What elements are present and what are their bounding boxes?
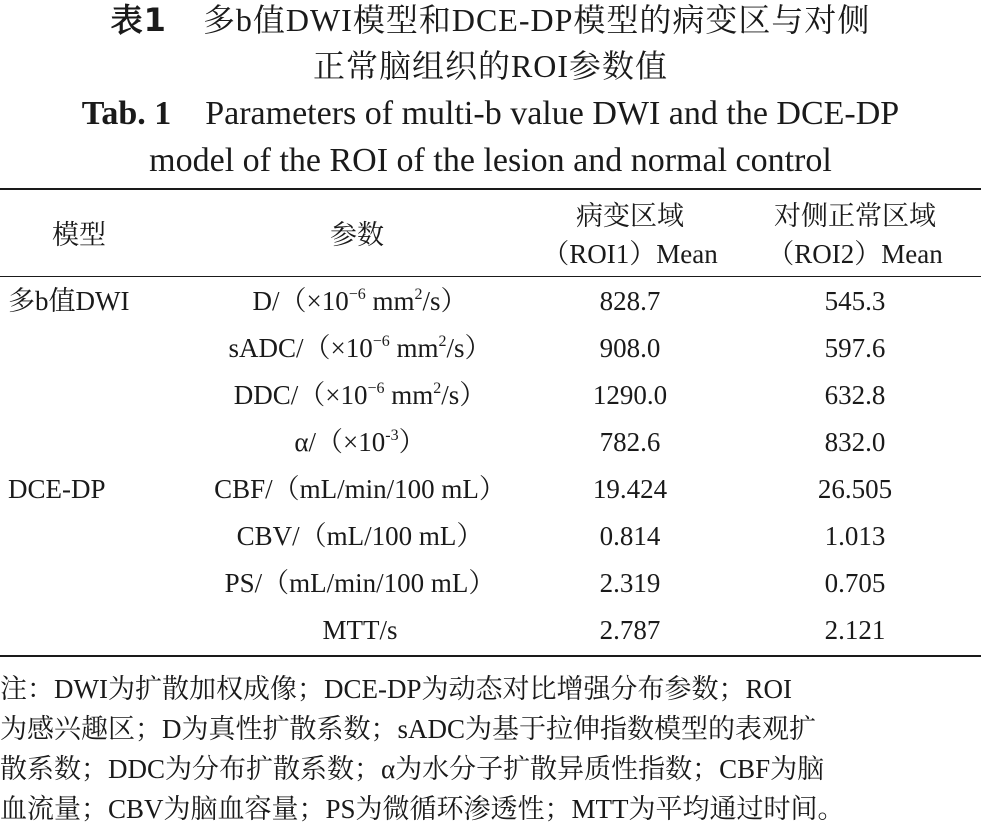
param-param: PS/（mL/min/100 mL） (224, 568, 496, 598)
param-tail: /s） (422, 286, 468, 316)
row-model: 多b值DWI (8, 286, 130, 316)
header-normal-line2: （ROI2）Mean (767, 239, 943, 269)
param-param: CBF/（mL/min/100 mL） (214, 474, 506, 504)
caption-en-line1 (0, 93, 981, 135)
row-lesion-value: 19.424 (592, 474, 668, 504)
row-param (200, 613, 520, 647)
note-line-2: 为感兴趣区；D为真性扩散系数；sADC为基于拉伸指数模型的表观扩 (0, 714, 817, 744)
param-tail: /s） (446, 333, 492, 363)
table-label-zh: 表1 (110, 1, 167, 39)
param-sup2: 2 (438, 333, 447, 350)
row-param (200, 284, 520, 318)
param-mid: mm (389, 333, 439, 363)
table-top-rule (0, 188, 981, 190)
table-label-en: Tab. 1 (81, 95, 172, 132)
caption-zh-text-1: 多b值DWI模型和DCE-DP模型的病变区与对侧 (202, 2, 871, 38)
row-param (200, 472, 520, 506)
row-normal-value: 545.3 (824, 286, 886, 316)
param-mid: mm (384, 380, 434, 410)
row-normal-value: 597.6 (824, 333, 886, 363)
row-param (200, 378, 520, 412)
param-mid: mm (365, 286, 415, 316)
param-sup2: 2 (414, 286, 423, 303)
param-param: D/（×10 (252, 286, 349, 316)
row-normal-value: 832.0 (824, 427, 886, 457)
row-model: DCE-DP (8, 474, 106, 504)
caption-en-line2: model of the ROI of the lesion and normal control (149, 142, 832, 179)
row-param (200, 425, 520, 459)
row-normal-value: 0.705 (824, 568, 886, 598)
param-sup: −6 (348, 286, 366, 303)
row-normal-value: 2.121 (824, 615, 886, 645)
param-param: MTT/s (322, 615, 398, 645)
table-bottom-rule (0, 655, 981, 657)
row-lesion-value: 2.319 (599, 568, 661, 598)
note-line-1: 注：DWI为扩散加权成像；DCE-DP为动态对比增强分布参数；ROI (0, 674, 792, 704)
row-lesion-value: 828.7 (599, 286, 661, 316)
header-lesion-line1: 病变区域 (576, 201, 684, 231)
param-sup2: 2 (433, 380, 442, 397)
caption-en-text-1: Parameters of multi-b value DWI and the DCE-DP (205, 95, 900, 132)
row-normal-value: 632.8 (824, 380, 886, 410)
row-normal-value: 26.505 (817, 474, 893, 504)
header-normal-line1: 对侧正常区域 (774, 201, 936, 231)
note-line-3: 散系数；DDC为分布扩散系数；α为水分子扩散异质性指数；CBF为脑 (0, 754, 825, 784)
row-lesion-value: 1290.0 (592, 380, 668, 410)
param-param: sADC/（×10 (228, 333, 373, 363)
param-tail: /s） (441, 380, 487, 410)
param-param: CBV/（mL/100 mL） (236, 521, 484, 551)
param-tail: ） (398, 427, 426, 457)
row-lesion-value: 2.787 (599, 615, 661, 645)
table-header-rule (0, 276, 981, 277)
caption-zh-line2: 正常脑组织的ROI参数值 (312, 48, 669, 84)
row-normal-value: 1.013 (824, 521, 886, 551)
row-param (200, 331, 520, 365)
param-sup: −6 (372, 333, 390, 350)
note-line-4: 血流量；CBV为脑血容量；PS为微循环渗透性；MTT为平均通过时间。 (0, 794, 845, 824)
header-param: 参数 (330, 220, 384, 250)
param-sup: −6 (367, 380, 385, 397)
row-lesion-value: 782.6 (599, 427, 661, 457)
row-param (200, 519, 520, 553)
header-model: 模型 (52, 220, 106, 250)
row-lesion-value: 0.814 (599, 521, 661, 551)
row-param (200, 566, 520, 600)
param-param: DDC/（×10 (233, 380, 368, 410)
row-lesion-value: 908.0 (599, 333, 661, 363)
param-param: α/（×10 (294, 427, 386, 457)
caption-zh-line1 (0, 0, 981, 40)
param-sup: -3 (385, 427, 399, 444)
header-lesion-line2: （ROI1）Mean (542, 239, 718, 269)
